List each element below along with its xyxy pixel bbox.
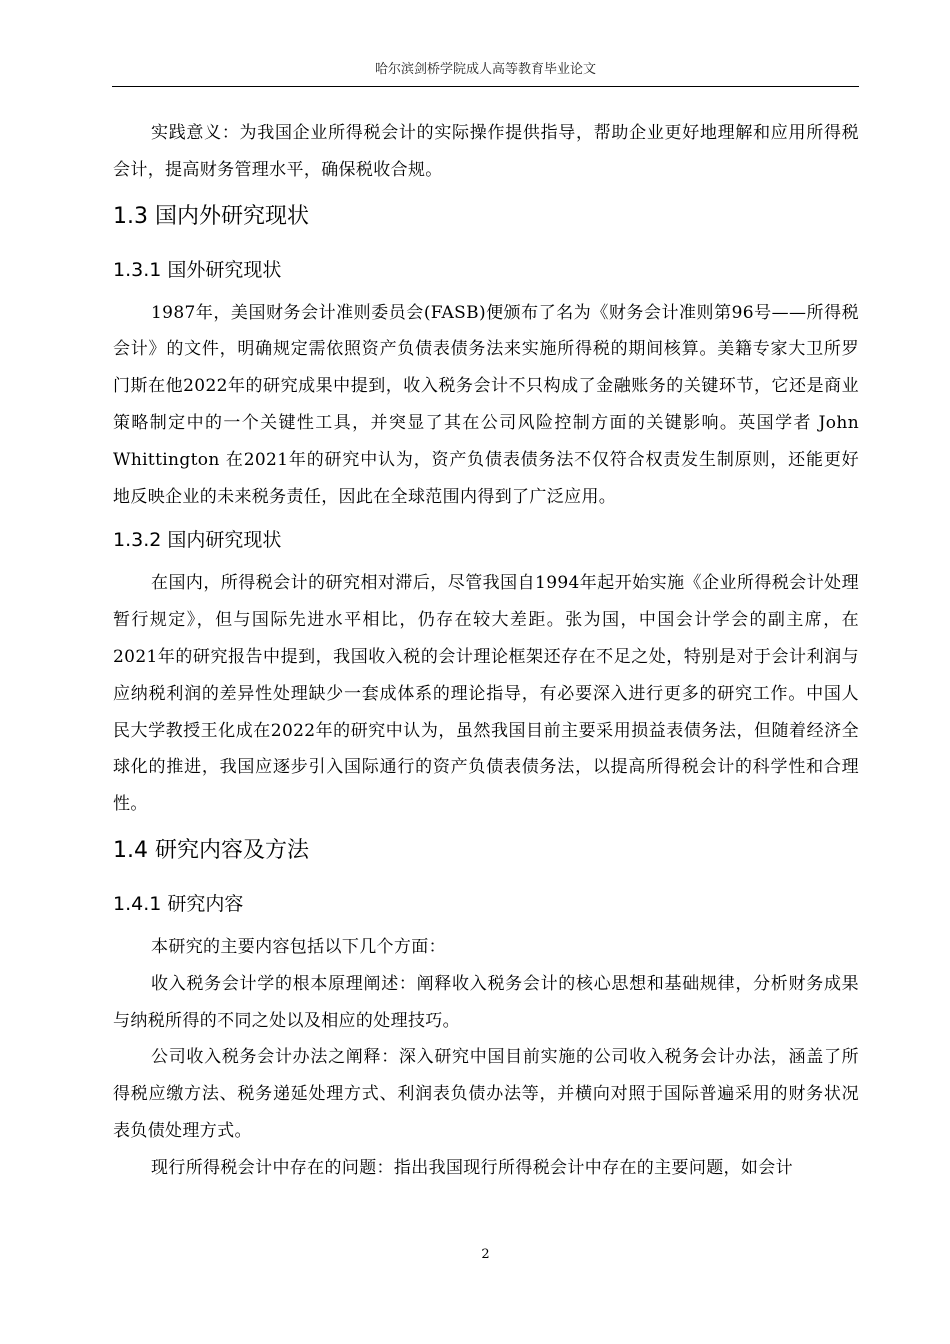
paragraph-domestic-research: 在国内，所得税会计的研究相对滞后，尽管我国自1994年起开始实施《企业所得税会计处理暂行规定》，但与国际先进水平相比，仍存在较大差距。张为国，中国会计学会的副主席，在2021年的研究报告中提到，我国收入税的会计理论框架还存在不足之处，特别是对于会计利润与应纳税利润的差异性处理缺少一套成体系的理论指导，有必要深入进行更多的研究工作。中国人民大学教授王化成在2022年的研究中认为，虽然我国目前主要采用损益表债务法，但随着经济全球化的推进，我国应逐步引入国际通行的资产负债表债务法，以提高所得税会计的科学性和合理性。 (113, 573, 859, 815)
paragraph-content-item-2: 公司收入税务会计办法之阐释：深入研究中国目前实施的公司收入税务会计办法，涵盖了所得税应缴方法、税务递延处理方式、利润表负债办法等，并横向对照于国际普遍采用的财务状况表负债处理方式。 (113, 1047, 859, 1141)
heading-1-3-1: 1.3.1 国外研究现状 (113, 258, 282, 281)
paragraph-content-intro: 本研究的主要内容包括以下几个方面： (151, 936, 446, 957)
heading-1-3: 1.3 国内外研究现状 (113, 203, 309, 229)
heading-1-4-1: 1.4.1 研究内容 (113, 892, 244, 915)
page-body (113, 115, 859, 1187)
paragraph-practical-significance: 实践意义：为我国企业所得税会计的实际操作提供指导，帮助企业更好地理解和应用所得税会计，提高财务管理水平，确保税收合规。 (113, 123, 859, 180)
heading-1-3-2: 1.3.2 国内研究现状 (113, 529, 282, 552)
paragraph-content-item-3: 现行所得税会计中存在的问题：指出我国现行所得税会计中存在的主要问题，如会计 (151, 1157, 793, 1178)
page-number: 2 (481, 1247, 490, 1262)
header-rule (112, 86, 859, 87)
paragraph-foreign-research: 1987年，美国财务会计准则委员会(FASB)便颁布了名为《财务会计准则第96号——所得税会计》的文件，明确规定需依照资产负债表债务法来实施所得税的期间核算。美籍专家大卫所罗门斯在他2022年的研究成果中提到，收入税务会计不只构成了金融账务的关键环节，它还是商业策略制定中的一个关键性工具，并突显了其在公司风险控制方面的关键影响。英国学者 John Whittington 在2021年的研究中认为，资产负债表债务法不仅符合权责发生制原则，还能更好地反映企业的未来税务责任，因此在全球范围内得到了广泛应用。 (113, 302, 859, 507)
heading-1-4: 1.4 研究内容及方法 (113, 837, 309, 863)
paragraph-content-item-1: 收入税务会计学的根本原理阐述：阐释收入税务会计的核心思想和基础规律，分析财务成果与纳税所得的不同之处以及相应的处理技巧。 (113, 973, 859, 1031)
running-header: 哈尔滨剑桥学院成人高等教育毕业论文 (374, 62, 596, 77)
